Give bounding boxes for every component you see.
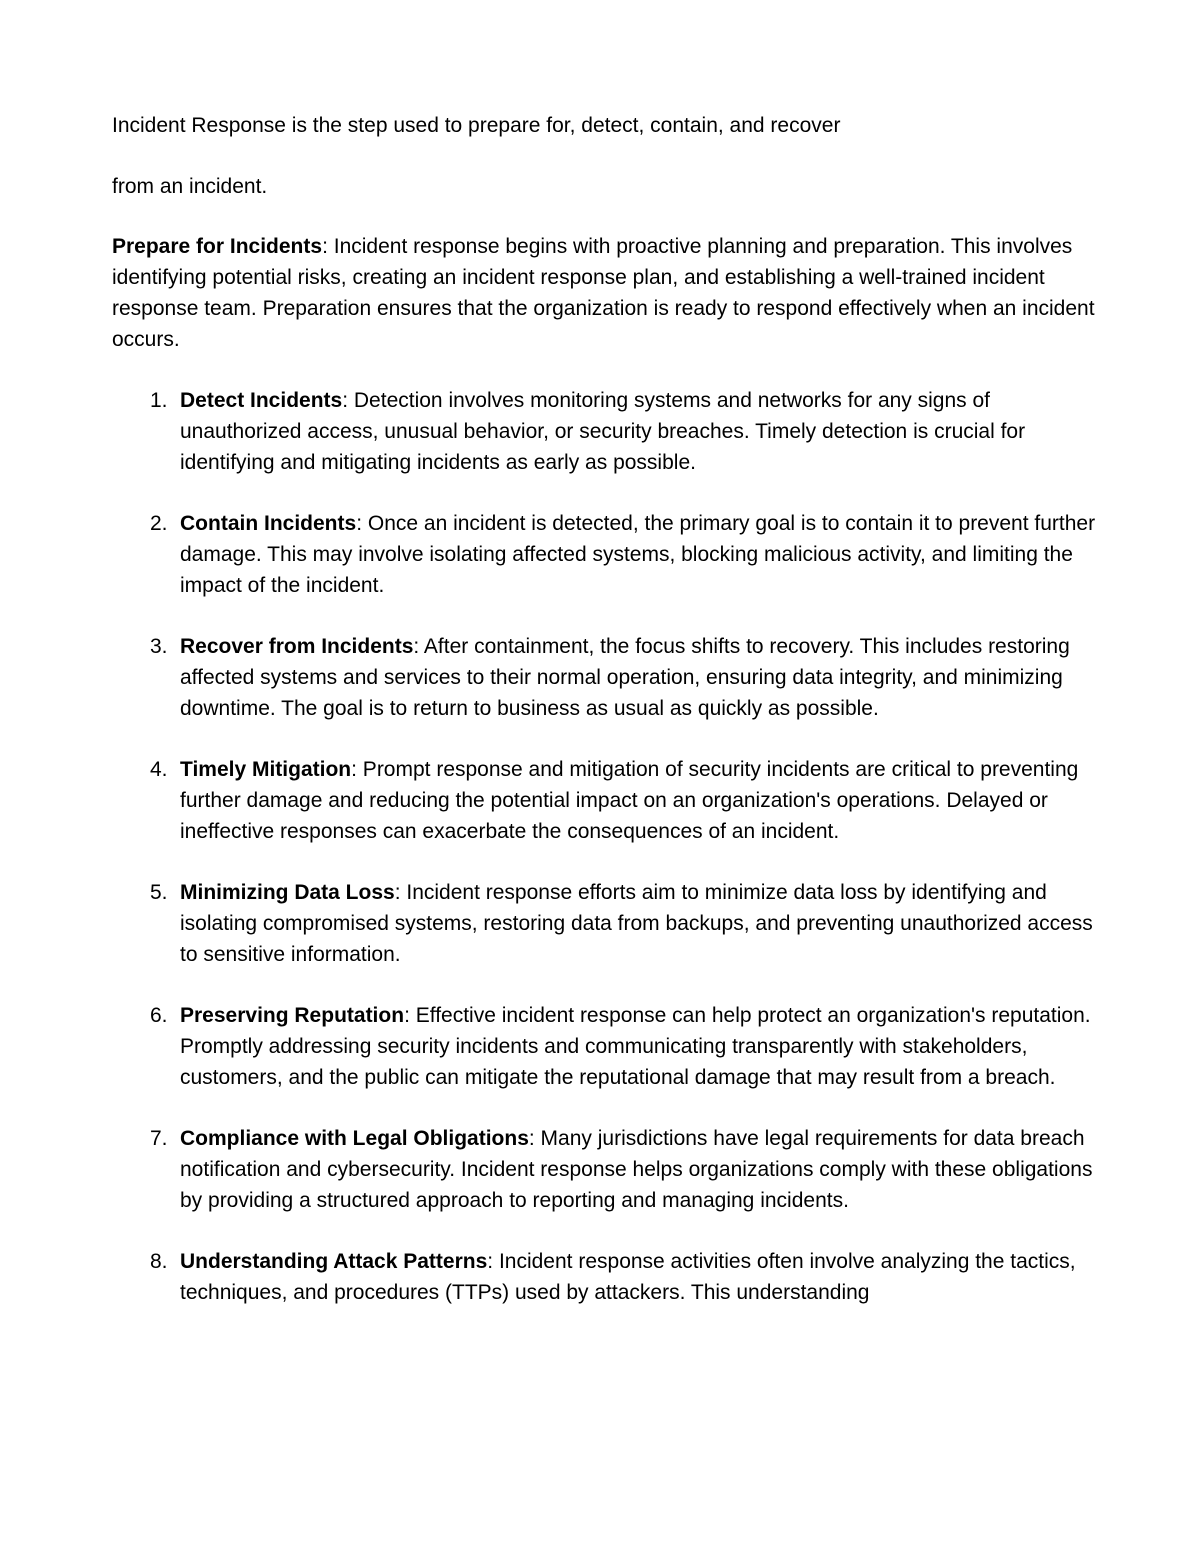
document-body bbox=[112, 110, 1097, 1338]
list-item-term: Minimizing Data Loss bbox=[180, 881, 395, 904]
numbered-list bbox=[112, 385, 1097, 1308]
list-item bbox=[112, 385, 1097, 478]
list-item-number: 4. bbox=[150, 758, 168, 781]
list-item-number: 3. bbox=[150, 635, 168, 658]
list-item-text: : Once an incident is detected, the primary goal is to contain it to prevent further damage. This may involve isolating affected systems, blocking malicious activity, and limiting the impact of the incident. bbox=[180, 512, 1096, 597]
list-item-term: Detect Incidents bbox=[180, 389, 343, 412]
list-item-number: 1. bbox=[150, 389, 168, 412]
list-item-number: 6. bbox=[150, 1004, 168, 1027]
list-item bbox=[112, 1000, 1097, 1093]
list-item-term: Preserving Reputation bbox=[180, 1004, 405, 1027]
list-item-number: 5. bbox=[150, 881, 168, 904]
list-item bbox=[112, 631, 1097, 724]
list-item-term: Understanding Attack Patterns bbox=[180, 1250, 488, 1273]
list-item-term: Contain Incidents bbox=[180, 512, 357, 535]
list-item bbox=[112, 508, 1097, 601]
list-item-term: Recover from Incidents bbox=[180, 635, 414, 658]
list-item-term: Compliance with Legal Obligations bbox=[180, 1127, 529, 1150]
list-item bbox=[112, 877, 1097, 970]
list-item-number: 8. bbox=[150, 1250, 168, 1273]
list-item-text: : Incident response activities often involve analyzing the tactics, techniques, and procedures (TTPs) used by attackers. This understanding bbox=[180, 1250, 1076, 1304]
list-item-number: 2. bbox=[150, 512, 168, 535]
list-item-text: : Prompt response and mitigation of security incidents are critical to preventing further damage and reducing the potential impact on an organization's operations. Delayed or ineffective responses can exacerbate the consequences of an incident. bbox=[180, 758, 1079, 843]
list-item bbox=[112, 1123, 1097, 1216]
prepare-term: Prepare for Incidents bbox=[112, 235, 323, 258]
list-item-term: Timely Mitigation bbox=[180, 758, 352, 781]
list-item-text: : Effective incident response can help protect an organization's reputation. Promptly addressing security incidents and communicating transparently with stakeholders, customers, and the public can mitigate the reputational damage that may result from a breach. bbox=[180, 1004, 1091, 1089]
list-item-number: 7. bbox=[150, 1127, 168, 1150]
list-item bbox=[112, 754, 1097, 847]
list-item-text: : After containment, the focus shifts to recovery. This includes restoring affected systems and services to their normal operation, ensuring data integrity, and minimizing downtime. The goal is to return to business as usual as quickly as possible. bbox=[180, 635, 1070, 720]
prepare-text: : Incident response begins with proactive planning and preparation. This involves identifying potential risks, creating an incident response plan, and establishing a well-trained incident response team. Preparation ensures that the organization is ready to respond effectively when an incident occurs. bbox=[112, 235, 1095, 351]
list-item-text: : Incident response efforts aim to minimize data loss by identifying and isolating compromised systems, restoring data from backups, and preventing unauthorized access to sensitive information. bbox=[180, 881, 1093, 966]
list-item bbox=[112, 1246, 1097, 1308]
intro-line-2: from an incident. bbox=[112, 175, 268, 198]
prepare-paragraph bbox=[112, 231, 1097, 355]
list-item-text: : Many jurisdictions have legal requirements for data breach notification and cybersecurity. Incident response helps organizations comply with these obligations by providing a structured approach to reporting and managing incidents. bbox=[180, 1127, 1093, 1212]
list-item-text: : Detection involves monitoring systems and networks for any signs of unauthorized access, unusual behavior, or security breaches. Timely detection is crucial for identifying and mitigating incidents as early as possible. bbox=[180, 389, 1026, 474]
intro-line-1: Incident Response is the step used to prepare for, detect, contain, and recover bbox=[112, 114, 841, 137]
